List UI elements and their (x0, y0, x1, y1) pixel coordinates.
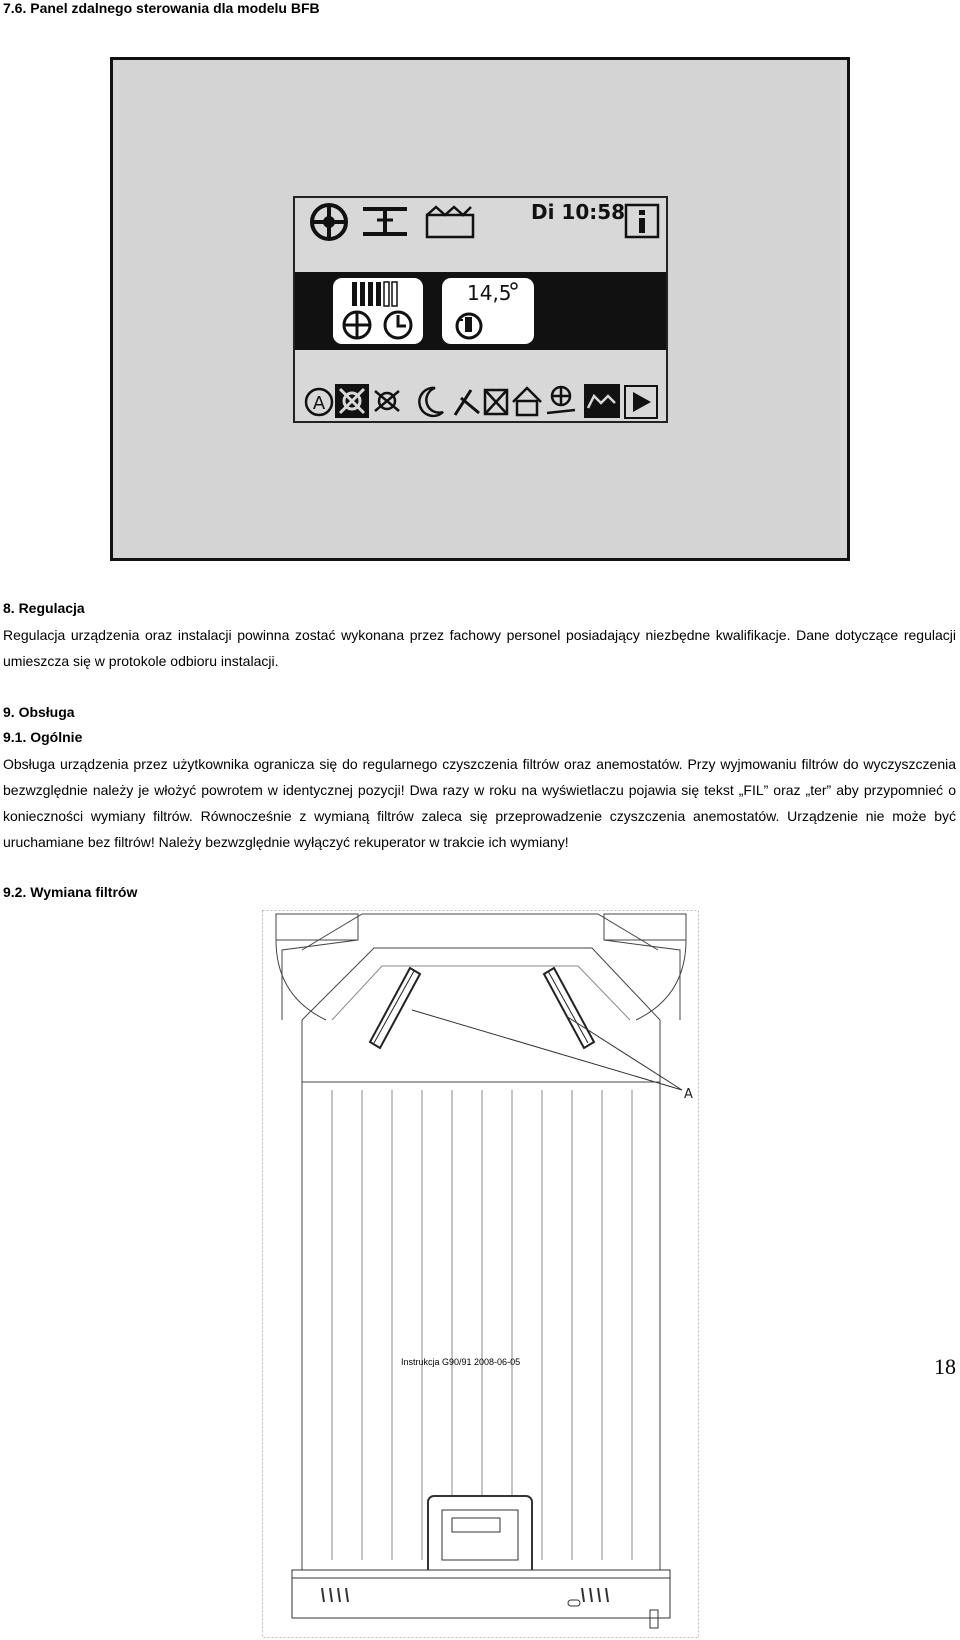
section-9-heading: 9. Obsługa (3, 704, 75, 720)
no-ventilation-icon[interactable] (485, 390, 507, 414)
filter-diagram (262, 910, 702, 1640)
info-icon (626, 205, 658, 237)
heater-icon (363, 209, 407, 234)
mode-letter: A (312, 393, 326, 414)
display-clock: Di 10:58 (531, 200, 626, 224)
night-mode-icon[interactable] (419, 388, 443, 416)
section-9-1-heading: 9.1. Ogólnie (3, 729, 83, 745)
footer-doc-ref: Instrukcja G90/91 2008-06-05 (401, 1357, 521, 1367)
controller-box (428, 1496, 532, 1576)
panel-display (293, 196, 668, 423)
next-arrow-icon[interactable] (625, 386, 657, 418)
display-svg (295, 198, 666, 421)
page-number: 18 (934, 1354, 956, 1379)
section-9-1-body: Obsługa urządzenia przez użytkownika ogranicza się do regularnego czyszczenia filtrów oraz anemostatów. Przy wyjmowaniu filtrów do wyczyszczenia bezwzględnie należy je włożyć powrotem w identycznej pozycji! Dwa razy w roku na wyświetlaczu pojawia się tekst „FIL” oraz „ter” aby przypomnieć o konieczności wymiany filtrów. Równocześnie z wymianą filtrów zaleca się przeprowadzenie czyszczenia anemostatów. Urządzenie nie może być uruchamiane bez filtrów! Należy bezwzględnie wyłączyć rekuperator w trakcie ich wymiany! (3, 756, 956, 850)
fan-icon (312, 205, 346, 239)
filter-right (544, 968, 594, 1048)
filter-icon (427, 207, 473, 237)
diagram-label-a: A (684, 1087, 693, 1102)
display-temperature: 14,5 (467, 281, 512, 305)
away-mode-icon[interactable] (513, 388, 541, 415)
section-title: 7.6. Panel zdalnego sterowania dla modelu BFB (3, 0, 320, 16)
filter-left (370, 968, 420, 1048)
ventilation-off-icon[interactable] (375, 391, 399, 411)
party-mode-icon[interactable] (455, 390, 479, 415)
auto-mode-icon[interactable] (306, 389, 332, 415)
section-9-2-heading: 9.2. Wymiana filtrów (3, 884, 138, 900)
section-8-heading: 8. Regulacja (3, 600, 85, 616)
fan-hand-icon[interactable] (547, 387, 575, 413)
section-8-body: Regulacja urządzenia oraz instalacji powinna zostać wykonana przez fachowy personel posiadający niezbędne kwalifikacje. Dane dotyczące regulacji umieszcza się w protokole odbioru instalacji. (3, 627, 956, 669)
fan-icon (344, 312, 370, 338)
